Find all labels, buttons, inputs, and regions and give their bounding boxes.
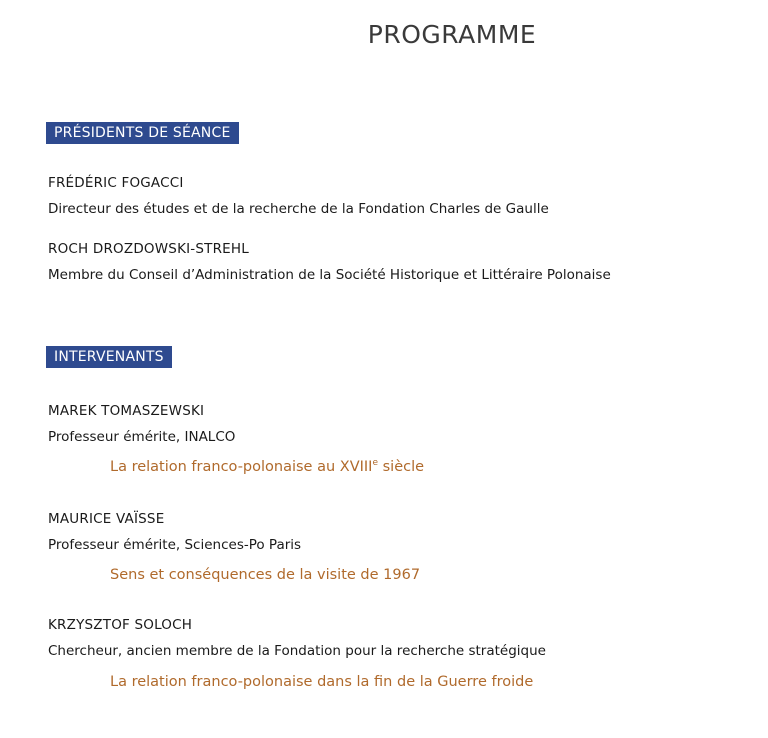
talk-title: Sens et conséquences de la visite de 1967 xyxy=(110,567,421,583)
talk-title: La relation franco-polonaise dans la fin de la Guerre froide xyxy=(110,674,534,690)
speaker-role: Chercheur, ancien membre de la Fondation pour la recherche stratégique xyxy=(48,643,546,659)
speaker-role: Professeur émérite, INALCO xyxy=(48,429,236,445)
page-title: PROGRAMME xyxy=(367,20,537,49)
chair-name: FRÉDÉRIC FOGACCI xyxy=(48,175,184,191)
speaker-name: KRZYSZTOF SOLOCH xyxy=(48,617,193,633)
chair-role: Membre du Conseil d’Administration de la Société Historique et Littéraire Polonaise xyxy=(48,267,611,283)
section-label-chairs: PRÉSIDENTS DE SÉANCE xyxy=(46,122,239,144)
speaker-name: MAREK TOMASZEWSKI xyxy=(48,403,205,419)
speaker-role: Professeur émérite, Sciences-Po Paris xyxy=(48,537,302,553)
chair-role: Directeur des études et de la recherche de la Fondation Charles de Gaulle xyxy=(48,201,549,217)
section-label-speakers: INTERVENANTS xyxy=(46,346,172,368)
talk-title: La relation franco-polonaise au XVIIIe siècle xyxy=(110,458,425,475)
speaker-name: MAURICE VAÏSSE xyxy=(48,511,165,527)
chair-name: ROCH DROZDOWSKI-STREHL xyxy=(48,241,249,257)
